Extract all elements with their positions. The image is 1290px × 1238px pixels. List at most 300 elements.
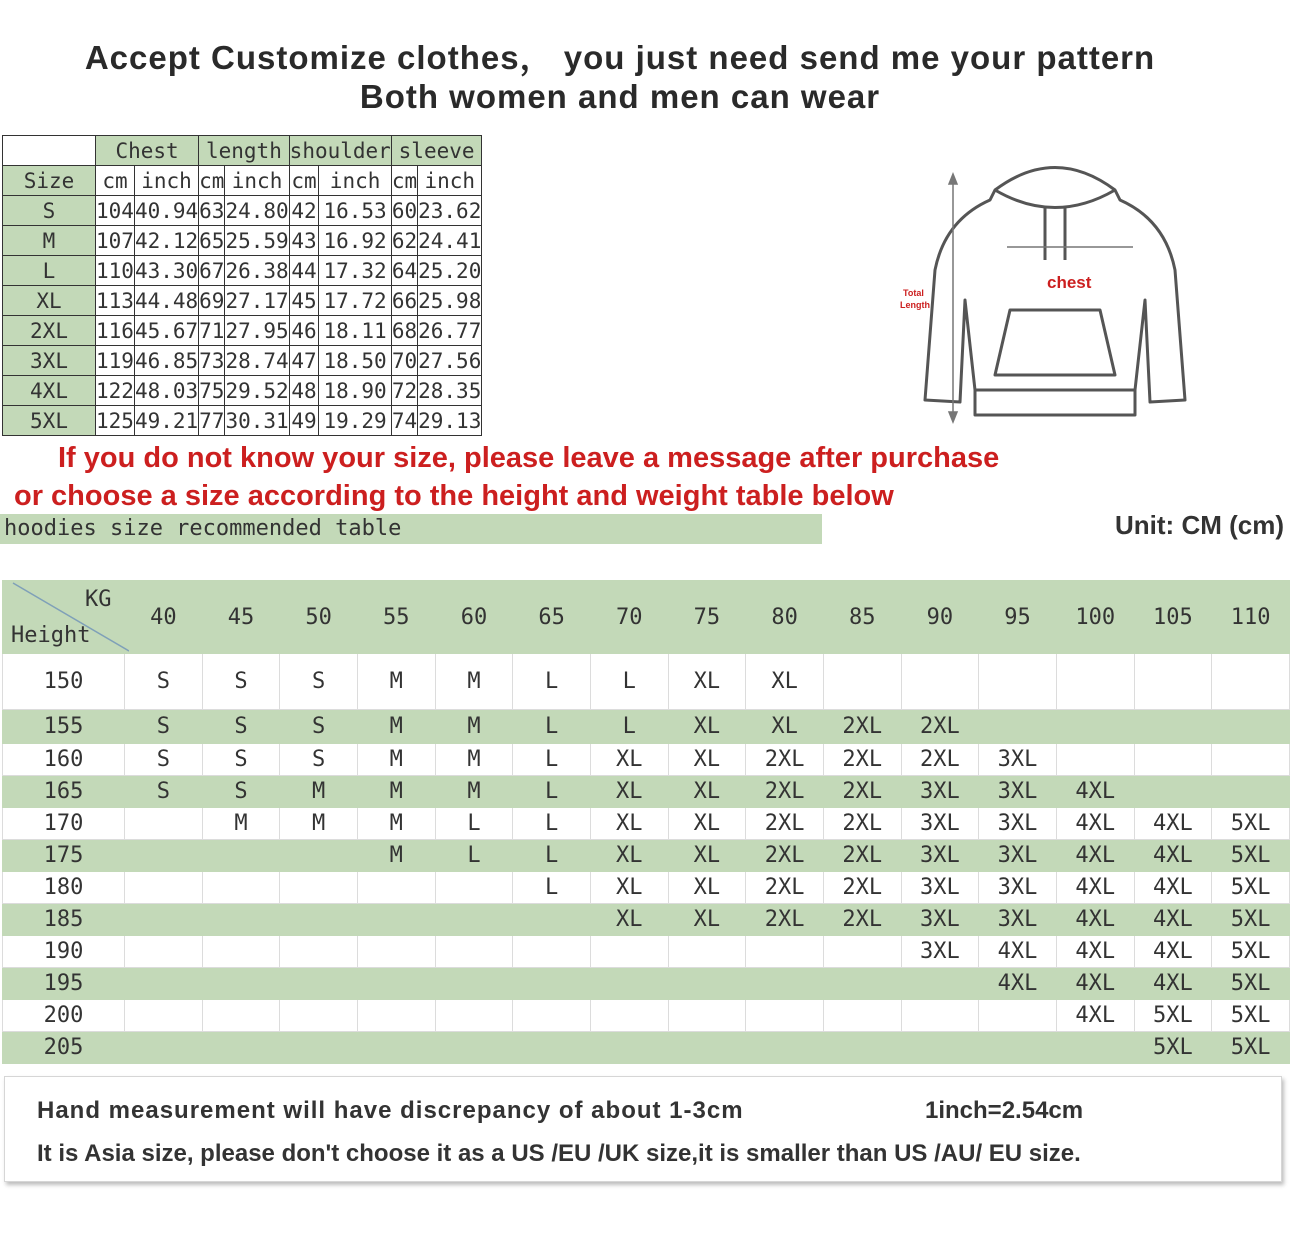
recommended-size-cell: S: [202, 654, 280, 710]
size-table-unit-row: [3, 166, 482, 196]
size-label-cell: 3XL: [3, 346, 96, 376]
recommended-size-cell: [435, 1000, 513, 1032]
recommended-size-cell: [125, 872, 203, 904]
recommended-size-cell: M: [357, 840, 435, 872]
recommended-size-cell: [1212, 654, 1290, 710]
recommended-size-cell: 2XL: [901, 710, 979, 744]
measure-cell: 70: [391, 346, 417, 376]
recommended-size-cell: S: [125, 776, 203, 808]
recommended-size-cell: 4XL: [1056, 968, 1134, 1000]
recommended-size-cell: 3XL: [901, 776, 979, 808]
recommended-size-cell: [1056, 744, 1134, 776]
measure-cell: 23.62: [418, 196, 482, 226]
weight-header-cell: 40: [125, 581, 203, 654]
measure-cell: 75: [199, 376, 225, 406]
recommended-size-cell: [435, 1032, 513, 1064]
measure-cell: 72: [391, 376, 417, 406]
recommended-size-cell: M: [202, 808, 280, 840]
recommend-row: [3, 654, 1290, 710]
recommended-size-cell: [668, 968, 746, 1000]
recommended-size-cell: [202, 1032, 280, 1064]
measure-cell: 18.11: [319, 316, 391, 346]
recommended-size-cell: 5XL: [1212, 1000, 1290, 1032]
weight-header-cell: 100: [1056, 581, 1134, 654]
recommended-size-cell: [1212, 710, 1290, 744]
recommended-size-cell: M: [357, 710, 435, 744]
recommended-size-cell: [202, 872, 280, 904]
measure-cell: 29.13: [418, 406, 482, 436]
measure-cell: 63: [199, 196, 225, 226]
height-cell: 170: [3, 808, 125, 840]
size-table-row: [3, 226, 482, 256]
recommended-size-cell: 3XL: [901, 872, 979, 904]
recommended-size-cell: XL: [668, 710, 746, 744]
hoodie-diagram: [895, 150, 1195, 430]
measure-cell: 29.52: [225, 376, 289, 406]
notice-line-2: or choose a size according to the height and weight table below: [14, 480, 894, 512]
recommended-size-cell: XL: [668, 840, 746, 872]
recommended-size-cell: 2XL: [823, 872, 901, 904]
recommended-size-cell: 2XL: [746, 744, 824, 776]
recommended-size-cell: [280, 1032, 358, 1064]
recommended-size-cell: 4XL: [1056, 872, 1134, 904]
recommended-size-cell: 5XL: [1212, 968, 1290, 1000]
weight-header-row: [3, 581, 1290, 654]
recommended-size-cell: [202, 904, 280, 936]
size-table-row: [3, 346, 482, 376]
recommend-row: [3, 1000, 1290, 1032]
notice-line-1: If you do not know your size, please leave a message after purchase: [58, 442, 1000, 474]
measure-cell: 40.94: [134, 196, 198, 226]
recommended-size-cell: 4XL: [979, 936, 1057, 968]
size-label-cell: 2XL: [3, 316, 96, 346]
recommended-size-cell: [357, 872, 435, 904]
measure-cell: 47: [289, 346, 319, 376]
recommended-size-cell: [1056, 654, 1134, 710]
recommend-table-wrap: [2, 580, 1290, 1064]
recommended-size-cell: [280, 968, 358, 1000]
recommend-row: [3, 710, 1290, 744]
recommended-size-cell: [901, 968, 979, 1000]
recommended-size-cell: M: [357, 776, 435, 808]
measure-cell: 28.74: [225, 346, 289, 376]
length-label: Length: [900, 300, 930, 310]
recommended-size-cell: [746, 1000, 824, 1032]
recommended-size-cell: S: [280, 654, 358, 710]
recommended-size-cell: [590, 1000, 668, 1032]
recommended-size-cell: S: [125, 710, 203, 744]
size-table-row: [3, 196, 482, 226]
measure-cell: 43: [289, 226, 319, 256]
recommended-size-cell: 2XL: [901, 744, 979, 776]
recommended-size-cell: M: [435, 654, 513, 710]
recommend-row: [3, 776, 1290, 808]
measure-cell: 45.67: [134, 316, 198, 346]
recommended-size-cell: [590, 968, 668, 1000]
recommended-size-cell: [435, 872, 513, 904]
recommended-size-cell: [668, 1000, 746, 1032]
group-chest: Chest: [96, 136, 199, 166]
unit-inch: inch: [319, 166, 391, 196]
recommended-size-cell: L: [513, 808, 591, 840]
recommended-size-cell: [513, 1000, 591, 1032]
recommended-size-cell: L: [435, 840, 513, 872]
recommend-table-title: hoodies size recommended table: [0, 514, 822, 544]
recommended-size-cell: [125, 1032, 203, 1064]
recommend-row: [3, 1032, 1290, 1064]
recommended-size-cell: [125, 1000, 203, 1032]
recommended-size-cell: [823, 968, 901, 1000]
recommended-size-cell: [1134, 744, 1212, 776]
weight-header-cell: 45: [202, 581, 280, 654]
weight-header-cell: 65: [513, 581, 591, 654]
recommended-size-cell: [125, 840, 203, 872]
recommended-size-cell: [125, 808, 203, 840]
recommended-size-cell: 5XL: [1212, 1032, 1290, 1064]
recommended-size-cell: [357, 1000, 435, 1032]
size-table-group-row: [3, 136, 482, 166]
recommended-size-cell: [435, 904, 513, 936]
recommended-size-cell: 3XL: [901, 904, 979, 936]
recommended-size-cell: [357, 968, 435, 1000]
recommended-size-cell: [125, 936, 203, 968]
measure-cell: 60: [391, 196, 417, 226]
recommended-size-cell: 5XL: [1212, 872, 1290, 904]
footer-inch-conversion: 1inch=2.54cm: [925, 1097, 1084, 1124]
recommended-size-cell: M: [435, 744, 513, 776]
recommended-size-cell: L: [513, 776, 591, 808]
size-table-row: [3, 256, 482, 286]
recommended-size-cell: [668, 936, 746, 968]
footer-line-2: It is Asia size, please don't choose it as a US /EU /UK size,it is smaller than US /AU/ EU size.: [37, 1140, 1081, 1167]
recommended-size-cell: 4XL: [1056, 776, 1134, 808]
measure-cell: 107: [96, 226, 135, 256]
recommend-row: [3, 840, 1290, 872]
recommended-size-cell: S: [280, 744, 358, 776]
weight-header-cell: 90: [901, 581, 979, 654]
height-cell: 200: [3, 1000, 125, 1032]
recommend-row: [3, 808, 1290, 840]
measure-cell: 27.95: [225, 316, 289, 346]
footer-line-1: Hand measurement will have discrepancy of about 1-3cm: [37, 1097, 744, 1124]
recommended-size-cell: 4XL: [1134, 904, 1212, 936]
recommended-size-cell: [979, 710, 1057, 744]
recommend-table: [2, 580, 1290, 1064]
measure-cell: 27.56: [418, 346, 482, 376]
measure-cell: 42: [289, 196, 319, 226]
measure-cell: 42.12: [134, 226, 198, 256]
measure-cell: 24.41: [418, 226, 482, 256]
recommend-row: [3, 968, 1290, 1000]
size-table-row: [3, 376, 482, 406]
unit-cm: cm: [289, 166, 319, 196]
weight-header-cell: 95: [979, 581, 1057, 654]
size-chart-table: [2, 135, 482, 436]
measure-cell: 69: [199, 286, 225, 316]
size-header: Size: [3, 166, 96, 196]
size-label-cell: M: [3, 226, 96, 256]
recommended-size-cell: S: [202, 710, 280, 744]
unit-cm: cm: [391, 166, 417, 196]
recommended-size-cell: [823, 1000, 901, 1032]
weight-header-cell: 50: [280, 581, 358, 654]
recommended-size-cell: XL: [668, 654, 746, 710]
recommended-size-cell: [590, 1032, 668, 1064]
recommended-size-cell: 4XL: [1134, 808, 1212, 840]
measure-cell: 25.20: [418, 256, 482, 286]
recommended-size-cell: 4XL: [1134, 872, 1212, 904]
recommended-size-cell: 5XL: [1212, 840, 1290, 872]
measure-cell: 46.85: [134, 346, 198, 376]
recommended-size-cell: L: [513, 840, 591, 872]
height-label: Height: [11, 623, 91, 648]
recommended-size-cell: XL: [746, 710, 824, 744]
recommended-size-cell: XL: [590, 840, 668, 872]
measure-cell: 65: [199, 226, 225, 256]
height-cell: 180: [3, 872, 125, 904]
measure-cell: 27.17: [225, 286, 289, 316]
measure-cell: 66: [391, 286, 417, 316]
measure-cell: 113: [96, 286, 135, 316]
measure-cell: 18.50: [319, 346, 391, 376]
unit-inch: inch: [225, 166, 289, 196]
recommended-size-cell: 2XL: [823, 776, 901, 808]
recommended-size-cell: [357, 1032, 435, 1064]
recommended-size-cell: [435, 936, 513, 968]
weight-header-cell: 105: [1134, 581, 1212, 654]
recommended-size-cell: S: [202, 744, 280, 776]
recommended-size-cell: M: [435, 710, 513, 744]
recommended-size-cell: 2XL: [823, 904, 901, 936]
recommended-size-cell: [979, 1032, 1057, 1064]
recommended-size-cell: 2XL: [823, 840, 901, 872]
recommended-size-cell: 3XL: [901, 808, 979, 840]
recommended-size-cell: [513, 904, 591, 936]
weight-header-cell: 60: [435, 581, 513, 654]
footer-note-box: [4, 1076, 1282, 1182]
heading-line-1: Accept Customize clothes， you just need send me your pattern: [84, 39, 1156, 76]
measure-cell: 74: [391, 406, 417, 436]
recommended-size-cell: L: [513, 710, 591, 744]
unit-inch: inch: [418, 166, 482, 196]
measure-cell: 45: [289, 286, 319, 316]
recommended-size-cell: [125, 904, 203, 936]
measure-cell: 25.98: [418, 286, 482, 316]
recommended-size-cell: L: [513, 872, 591, 904]
recommended-size-cell: [746, 1032, 824, 1064]
recommended-size-cell: 2XL: [823, 808, 901, 840]
recommended-size-cell: [1134, 654, 1212, 710]
measure-cell: 116: [96, 316, 135, 346]
weight-header-cell: 55: [357, 581, 435, 654]
measure-cell: 77: [199, 406, 225, 436]
recommended-size-cell: M: [357, 808, 435, 840]
recommended-size-cell: M: [280, 776, 358, 808]
recommended-size-cell: [746, 968, 824, 1000]
unit-cm: cm: [199, 166, 225, 196]
recommended-size-cell: [1212, 744, 1290, 776]
recommended-size-cell: XL: [668, 808, 746, 840]
recommended-size-cell: [901, 1000, 979, 1032]
measure-cell: 73: [199, 346, 225, 376]
measure-cell: 25.59: [225, 226, 289, 256]
recommended-size-cell: [357, 936, 435, 968]
recommended-size-cell: [979, 654, 1057, 710]
unit-inch: inch: [134, 166, 198, 196]
recommended-size-cell: [1134, 776, 1212, 808]
measure-cell: 110: [96, 256, 135, 286]
measure-cell: 30.31: [225, 406, 289, 436]
measure-cell: 24.80: [225, 196, 289, 226]
recommended-size-cell: 2XL: [823, 744, 901, 776]
measure-cell: 67: [199, 256, 225, 286]
measure-cell: 104: [96, 196, 135, 226]
height-cell: 155: [3, 710, 125, 744]
total-label: Total: [903, 288, 924, 298]
size-table-row: [3, 316, 482, 346]
recommended-size-cell: 3XL: [979, 776, 1057, 808]
recommended-size-cell: [280, 1000, 358, 1032]
weight-header-cell: 85: [823, 581, 901, 654]
kg-height-corner: [3, 581, 125, 654]
recommend-row: [3, 744, 1290, 776]
recommended-size-cell: 5XL: [1212, 936, 1290, 968]
measure-cell: 26.38: [225, 256, 289, 286]
recommended-size-cell: 2XL: [746, 840, 824, 872]
recommended-size-cell: M: [435, 776, 513, 808]
recommended-size-cell: 5XL: [1212, 904, 1290, 936]
recommended-size-cell: 2XL: [746, 776, 824, 808]
recommended-size-cell: L: [590, 710, 668, 744]
recommended-size-cell: 4XL: [1056, 936, 1134, 968]
recommended-size-cell: M: [357, 654, 435, 710]
recommended-size-cell: [746, 936, 824, 968]
size-table-row: [3, 286, 482, 316]
recommended-size-cell: [513, 1032, 591, 1064]
measure-cell: 43.30: [134, 256, 198, 286]
heading-line-2: Both women and men can wear: [359, 78, 881, 115]
group-shoulder: shoulder: [289, 136, 391, 166]
recommended-size-cell: 3XL: [979, 872, 1057, 904]
height-cell: 190: [3, 936, 125, 968]
measure-cell: 48.03: [134, 376, 198, 406]
recommended-size-cell: [1056, 1032, 1134, 1064]
recommended-size-cell: [202, 936, 280, 968]
recommended-size-cell: M: [280, 808, 358, 840]
recommended-size-cell: [513, 968, 591, 1000]
weight-header-cell: 80: [746, 581, 824, 654]
kg-label: KG: [85, 587, 112, 612]
height-cell: 165: [3, 776, 125, 808]
weight-header-cell: 70: [590, 581, 668, 654]
group-sleeve: sleeve: [391, 136, 482, 166]
recommended-size-cell: [435, 968, 513, 1000]
recommend-row: [3, 872, 1290, 904]
height-cell: 160: [3, 744, 125, 776]
recommended-size-cell: 4XL: [1134, 840, 1212, 872]
measure-cell: 71: [199, 316, 225, 346]
recommended-size-cell: 3XL: [901, 840, 979, 872]
measure-cell: 62: [391, 226, 417, 256]
recommend-row: [3, 904, 1290, 936]
recommended-size-cell: 2XL: [823, 710, 901, 744]
weight-header-cell: 75: [668, 581, 746, 654]
recommended-size-cell: 2XL: [746, 808, 824, 840]
recommended-size-cell: [901, 654, 979, 710]
recommended-size-cell: 4XL: [1134, 936, 1212, 968]
recommended-size-cell: S: [280, 710, 358, 744]
recommended-size-cell: [513, 936, 591, 968]
measure-cell: 49.21: [134, 406, 198, 436]
measure-cell: 28.35: [418, 376, 482, 406]
recommended-size-cell: 5XL: [1134, 1000, 1212, 1032]
measure-cell: 16.53: [319, 196, 391, 226]
recommended-size-cell: [590, 936, 668, 968]
size-label-cell: XL: [3, 286, 96, 316]
unit-label: Unit: CM (cm): [1115, 510, 1284, 540]
chest-label: chest: [1047, 273, 1092, 292]
recommend-row: [3, 936, 1290, 968]
recommended-size-cell: [823, 654, 901, 710]
measure-cell: 17.32: [319, 256, 391, 286]
weight-header-cell: 110: [1212, 581, 1290, 654]
measure-cell: 19.29: [319, 406, 391, 436]
recommended-size-cell: 3XL: [979, 904, 1057, 936]
recommended-size-cell: 4XL: [1134, 968, 1212, 1000]
recommended-size-cell: 2XL: [746, 904, 824, 936]
measure-cell: 16.92: [319, 226, 391, 256]
height-cell: 175: [3, 840, 125, 872]
recommended-size-cell: XL: [668, 872, 746, 904]
recommended-size-cell: [823, 1032, 901, 1064]
measure-cell: 122: [96, 376, 135, 406]
recommended-size-cell: [280, 840, 358, 872]
recommended-size-cell: XL: [746, 654, 824, 710]
size-table-row: [3, 406, 482, 436]
size-label-cell: S: [3, 196, 96, 226]
recommended-size-cell: 4XL: [1056, 1000, 1134, 1032]
recommended-size-cell: [979, 1000, 1057, 1032]
measure-cell: 64: [391, 256, 417, 286]
measure-cell: 44: [289, 256, 319, 286]
height-cell: 195: [3, 968, 125, 1000]
size-label-cell: L: [3, 256, 96, 286]
recommended-size-cell: S: [125, 654, 203, 710]
recommended-size-cell: [1056, 710, 1134, 744]
recommended-size-cell: XL: [668, 744, 746, 776]
recommended-size-cell: [280, 936, 358, 968]
recommended-size-cell: [202, 1000, 280, 1032]
recommended-size-cell: 3XL: [979, 744, 1057, 776]
recommended-size-cell: L: [590, 654, 668, 710]
recommended-size-cell: M: [357, 744, 435, 776]
recommended-size-cell: L: [435, 808, 513, 840]
recommended-size-cell: XL: [590, 808, 668, 840]
recommended-size-cell: S: [202, 776, 280, 808]
measure-cell: 46: [289, 316, 319, 346]
recommended-size-cell: [901, 1032, 979, 1064]
recommended-size-cell: 4XL: [1056, 904, 1134, 936]
measure-cell: 48: [289, 376, 319, 406]
measure-cell: 17.72: [319, 286, 391, 316]
recommended-size-cell: 4XL: [1056, 808, 1134, 840]
recommended-size-cell: [202, 840, 280, 872]
recommended-size-cell: 3XL: [979, 840, 1057, 872]
measure-cell: 26.77: [418, 316, 482, 346]
recommended-size-cell: 4XL: [979, 968, 1057, 1000]
recommended-size-cell: XL: [668, 904, 746, 936]
measure-cell: 119: [96, 346, 135, 376]
